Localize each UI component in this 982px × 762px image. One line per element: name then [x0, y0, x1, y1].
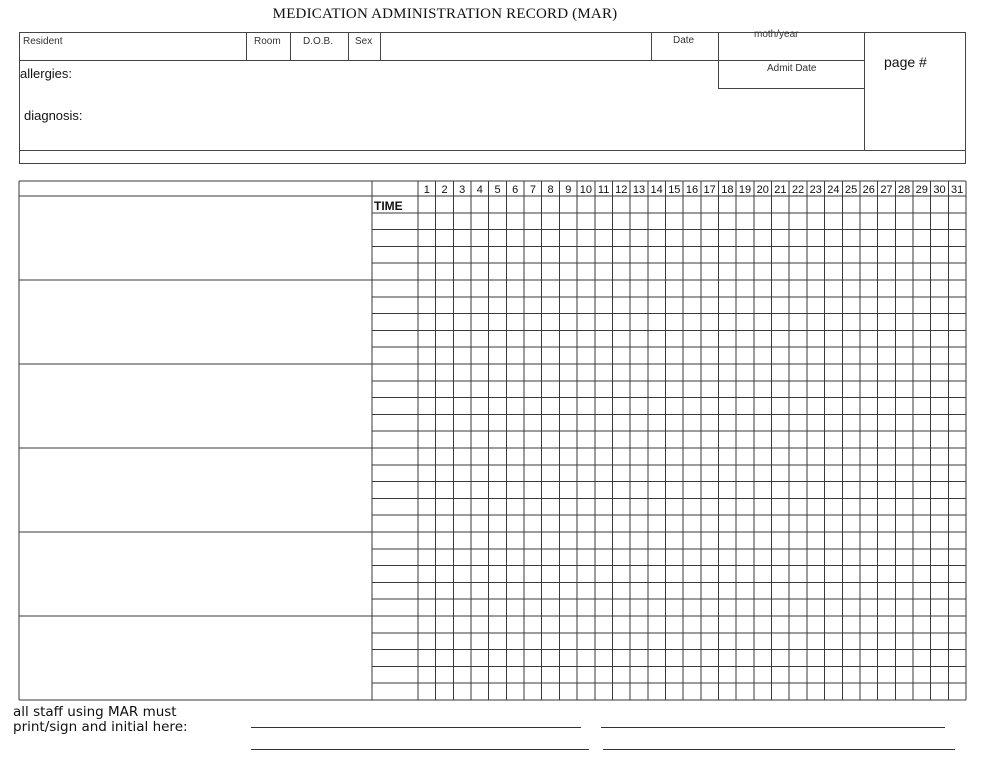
day-number-17: 17	[703, 184, 716, 196]
day-number-12: 12	[615, 184, 628, 196]
time-entry-cell[interactable]	[372, 666, 418, 683]
page-number-label: page #	[884, 54, 927, 70]
day-number-16: 16	[685, 184, 699, 196]
day-number-28: 28	[898, 184, 911, 196]
time-entry-cell[interactable]	[372, 616, 418, 633]
time-entry-cell[interactable]	[372, 263, 418, 280]
time-entry-cell[interactable]	[372, 297, 418, 314]
signature-line-3[interactable]	[251, 749, 589, 750]
time-entry-cell[interactable]	[372, 566, 418, 583]
day-number-1: 1	[423, 184, 430, 196]
day-number-25: 25	[844, 184, 858, 196]
time-entry-cell[interactable]	[372, 364, 418, 381]
day-number-30: 30	[933, 184, 946, 196]
time-entry-cell[interactable]	[372, 465, 418, 482]
admit-date-label: Admit Date	[767, 63, 817, 74]
day-number-2: 2	[441, 184, 448, 196]
time-entry-cell[interactable]	[372, 431, 418, 448]
time-entry-cell[interactable]	[372, 347, 418, 364]
time-entry-cell[interactable]	[372, 414, 418, 431]
month-year-label: moth/year	[754, 29, 799, 40]
resident-label: Resident	[23, 36, 63, 47]
day-number-6: 6	[512, 184, 519, 196]
signature-line-4[interactable]	[603, 749, 955, 750]
day-number-20: 20	[756, 184, 769, 196]
time-entry-cell[interactable]	[372, 213, 418, 230]
date-label: Date	[673, 35, 695, 46]
room-label: Room	[254, 36, 281, 47]
day-number-24: 24	[827, 184, 840, 196]
day-number-4: 4	[476, 184, 483, 196]
time-entry-cell[interactable]	[372, 683, 418, 700]
day-number-15: 15	[668, 184, 681, 196]
day-number-14: 14	[650, 184, 663, 196]
day-number-8: 8	[547, 184, 554, 196]
form-title: MEDICATION ADMINISTRATION RECORD (MAR)	[272, 6, 618, 22]
signature-line-1[interactable]	[251, 727, 581, 728]
day-number-19: 19	[738, 184, 752, 196]
time-entry-cell[interactable]	[372, 650, 418, 667]
time-entry-cell[interactable]	[372, 482, 418, 499]
sex-label: Sex	[355, 36, 373, 47]
day-number-29: 29	[915, 184, 928, 196]
day-number-18: 18	[721, 184, 734, 196]
day-number-27: 27	[880, 184, 893, 196]
time-entry-cell[interactable]	[372, 498, 418, 515]
time-entry-cell[interactable]	[372, 314, 418, 331]
diagnosis-label: diagnosis:	[24, 108, 83, 123]
time-entry-cell[interactable]	[372, 330, 418, 347]
day-number-5: 5	[494, 184, 501, 196]
dob-label: D.O.B.	[303, 36, 334, 47]
time-entry-cell[interactable]	[372, 599, 418, 616]
medication-entry-cell[interactable]	[19, 196, 372, 280]
time-entry-cell[interactable]	[372, 196, 418, 213]
time-entry-cell[interactable]	[372, 549, 418, 566]
medication-entry-cell[interactable]	[19, 616, 372, 700]
footer-line-1: all staff using MAR must	[13, 704, 177, 720]
signature-line-2[interactable]	[601, 727, 945, 728]
time-entry-cell[interactable]	[372, 398, 418, 415]
day-number-22: 22	[791, 184, 805, 196]
day-number-9: 9	[565, 184, 572, 196]
day-number-3: 3	[459, 184, 466, 196]
time-entry-cell[interactable]	[372, 280, 418, 297]
time-entry-cell[interactable]	[372, 381, 418, 398]
time-entry-cell[interactable]	[372, 515, 418, 532]
medication-entry-cell[interactable]	[19, 448, 372, 532]
time-entry-cell[interactable]	[372, 532, 418, 549]
day-number-10: 10	[579, 184, 593, 196]
time-entry-cell[interactable]	[372, 246, 418, 263]
time-entry-cell[interactable]	[372, 230, 418, 247]
time-entry-cell[interactable]	[372, 582, 418, 599]
day-number-7: 7	[529, 184, 536, 196]
time-entry-cell[interactable]	[372, 633, 418, 650]
time-entry-cell[interactable]	[372, 448, 418, 465]
day-number-23: 23	[809, 184, 822, 196]
day-number-26: 26	[862, 184, 875, 196]
footer-instruction	[13, 705, 188, 735]
allergies-label: allergies:	[20, 66, 73, 81]
footer-line-2: print/sign and initial here:	[13, 719, 188, 735]
day-number-13: 13	[632, 184, 646, 196]
medication-entry-cell[interactable]	[19, 532, 372, 616]
day-number-11: 11	[597, 184, 610, 196]
day-number-21: 21	[774, 184, 787, 196]
medication-entry-cell[interactable]	[19, 364, 372, 448]
day-number-31: 31	[951, 184, 964, 196]
medication-entry-cell[interactable]	[19, 280, 372, 364]
